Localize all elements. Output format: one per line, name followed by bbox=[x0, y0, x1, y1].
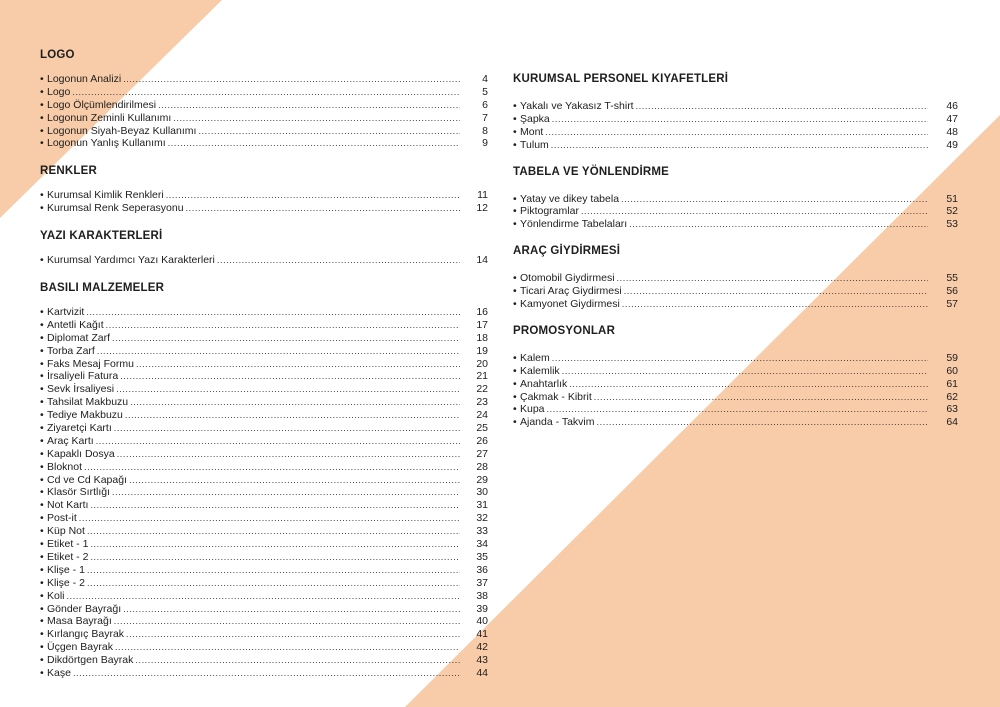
dot-leader bbox=[569, 378, 928, 391]
toc-entry[interactable] bbox=[40, 525, 488, 538]
bullet: • bbox=[40, 370, 44, 383]
entry-list bbox=[513, 352, 958, 429]
toc-entry[interactable] bbox=[40, 654, 488, 667]
bullet: • bbox=[40, 550, 44, 563]
toc-entry[interactable] bbox=[40, 474, 488, 487]
entry-page: 16 bbox=[476, 306, 488, 319]
toc-entry[interactable] bbox=[40, 538, 488, 551]
bullet: • bbox=[40, 344, 44, 357]
dot-leader bbox=[90, 551, 460, 564]
entry-page: 17 bbox=[476, 318, 488, 331]
bullet: • bbox=[40, 98, 44, 111]
entry-page: 40 bbox=[476, 615, 488, 628]
toc-entry[interactable] bbox=[40, 564, 488, 577]
dot-leader bbox=[90, 538, 460, 551]
bullet: • bbox=[513, 112, 517, 125]
entry-page: 59 bbox=[946, 351, 958, 364]
entry-list bbox=[513, 100, 958, 152]
toc-left-column bbox=[40, 48, 488, 680]
toc-entry[interactable] bbox=[40, 112, 488, 125]
toc-entry[interactable] bbox=[40, 409, 488, 422]
dot-leader bbox=[106, 319, 460, 332]
dot-leader bbox=[114, 422, 460, 435]
dot-leader bbox=[72, 86, 460, 99]
entry-page: 44 bbox=[476, 666, 488, 679]
entry-page: 22 bbox=[476, 383, 488, 396]
toc-entry[interactable] bbox=[513, 193, 958, 206]
entry-page: 46 bbox=[946, 100, 958, 112]
toc-entry[interactable] bbox=[513, 218, 958, 231]
entry-label: Çakmak - Kibrit bbox=[520, 390, 592, 403]
toc-entry[interactable] bbox=[40, 319, 488, 332]
toc-entry[interactable] bbox=[513, 272, 958, 285]
bullet: • bbox=[40, 111, 44, 124]
bullet: • bbox=[40, 525, 44, 538]
entry-label: Etiket - 2 bbox=[47, 550, 89, 563]
dot-leader bbox=[624, 285, 928, 298]
toc-entry[interactable] bbox=[40, 306, 488, 319]
entry-label: Logo bbox=[47, 85, 71, 98]
entry-label: Tediye Makbuzu bbox=[47, 409, 123, 422]
entry-page: 55 bbox=[946, 272, 958, 285]
dot-leader bbox=[117, 448, 460, 461]
dot-leader bbox=[123, 73, 460, 86]
entry-page: 27 bbox=[476, 447, 488, 460]
dot-leader bbox=[84, 461, 460, 474]
entry-page: 60 bbox=[946, 364, 958, 377]
dot-leader bbox=[552, 352, 928, 365]
dot-leader bbox=[87, 564, 460, 577]
bullet: • bbox=[40, 589, 44, 602]
bullet: • bbox=[40, 576, 44, 589]
entry-page: 9 bbox=[482, 137, 488, 150]
toc-entry[interactable] bbox=[40, 486, 488, 499]
dot-leader bbox=[73, 667, 460, 680]
entry-label: Logo Ölçümlendirilmesi bbox=[47, 98, 157, 111]
entry-page: 43 bbox=[476, 654, 488, 667]
bullet: • bbox=[40, 641, 44, 654]
entry-label: Yönlendirme Tabelaları bbox=[520, 218, 628, 231]
section-tabela-ve-yonlendirme bbox=[513, 165, 958, 232]
entry-label: Klişe - 1 bbox=[47, 563, 85, 576]
bullet: • bbox=[40, 254, 44, 267]
entry-page: 21 bbox=[476, 370, 488, 383]
bullet: • bbox=[40, 563, 44, 576]
entry-label: Yakalı ve Yakasız T-shirt bbox=[520, 100, 634, 112]
entry-page: 38 bbox=[476, 589, 488, 602]
entry-label: Cd ve Cd Kapağı bbox=[47, 473, 127, 486]
dot-leader bbox=[629, 218, 928, 231]
entry-page: 36 bbox=[476, 563, 488, 576]
toc-entry[interactable] bbox=[513, 365, 958, 378]
entry-label: Kurumsal Renk Seperasyonu bbox=[47, 202, 184, 215]
entry-label: Not Kartı bbox=[47, 499, 89, 512]
entry-label: Logonun Yanlış Kullanımı bbox=[47, 137, 166, 150]
entry-page: 34 bbox=[476, 538, 488, 551]
entry-page: 63 bbox=[946, 403, 958, 416]
entry-list bbox=[40, 73, 488, 150]
dot-leader bbox=[112, 332, 460, 345]
entry-page: 37 bbox=[476, 576, 488, 589]
toc-entry[interactable] bbox=[513, 100, 958, 113]
entry-list bbox=[40, 189, 488, 215]
entry-page: 49 bbox=[946, 138, 958, 151]
entry-label: Klişe - 2 bbox=[47, 576, 85, 589]
dot-leader bbox=[551, 139, 928, 152]
entry-label: Kupa bbox=[520, 403, 545, 416]
entry-page: 25 bbox=[476, 422, 488, 435]
entry-label: Otomobil Giydirmesi bbox=[520, 272, 615, 285]
entry-label: Ajanda - Takvim bbox=[520, 416, 595, 429]
toc-entry[interactable] bbox=[40, 125, 488, 138]
dot-leader bbox=[168, 137, 460, 150]
bullet: • bbox=[40, 422, 44, 435]
section-kurumsal-personel-kiyafetleri bbox=[513, 72, 958, 152]
dot-leader bbox=[136, 358, 460, 371]
toc-entry[interactable] bbox=[40, 603, 488, 616]
toc-right-column bbox=[513, 72, 958, 429]
bullet: • bbox=[40, 396, 44, 409]
entry-page: 30 bbox=[476, 486, 488, 499]
toc-entry[interactable] bbox=[40, 86, 488, 99]
entry-label: Sevk İrsaliyesi bbox=[47, 383, 115, 396]
dot-leader bbox=[112, 486, 460, 499]
entry-label: Post-it bbox=[47, 512, 77, 525]
dot-leader bbox=[217, 254, 460, 267]
dot-leader bbox=[86, 306, 460, 319]
bullet: • bbox=[40, 628, 44, 641]
entry-page: 39 bbox=[476, 602, 488, 615]
bullet: • bbox=[513, 377, 517, 390]
toc-entry[interactable] bbox=[40, 189, 488, 202]
bullet: • bbox=[513, 218, 517, 231]
entry-page: 51 bbox=[946, 192, 958, 205]
dot-leader bbox=[129, 474, 460, 487]
dot-leader bbox=[552, 113, 928, 126]
toc-entry[interactable] bbox=[40, 137, 488, 150]
toc-entry[interactable] bbox=[40, 202, 488, 215]
toc-entry[interactable] bbox=[40, 370, 488, 383]
entry-page: 8 bbox=[482, 124, 488, 137]
entry-page: 20 bbox=[476, 357, 488, 370]
entry-page: 19 bbox=[476, 344, 488, 357]
dot-leader bbox=[126, 628, 460, 641]
bullet: • bbox=[40, 666, 44, 679]
bullet: • bbox=[40, 73, 44, 85]
dot-leader bbox=[114, 615, 460, 628]
entry-page: 53 bbox=[946, 218, 958, 231]
section-renkler bbox=[40, 164, 488, 215]
toc-entry[interactable] bbox=[513, 285, 958, 298]
dot-leader bbox=[97, 345, 460, 358]
entry-page: 52 bbox=[946, 205, 958, 218]
entry-list bbox=[40, 254, 488, 267]
entry-label: Kalemlik bbox=[520, 364, 560, 377]
entry-label: Logonun Analizi bbox=[47, 73, 122, 85]
entry-page: 4 bbox=[482, 73, 488, 85]
entry-page: 29 bbox=[476, 473, 488, 486]
bullet: • bbox=[40, 473, 44, 486]
entry-label: Bloknot bbox=[47, 460, 83, 473]
dot-leader bbox=[617, 272, 928, 285]
entry-page: 6 bbox=[482, 98, 488, 111]
section-yazi-karakterleri bbox=[40, 229, 488, 267]
entry-page: 14 bbox=[476, 254, 488, 267]
toc-entry[interactable] bbox=[40, 448, 488, 461]
bullet: • bbox=[40, 615, 44, 628]
section-title: BASILI MALZEMELER bbox=[40, 282, 165, 295]
toc-entry[interactable] bbox=[40, 628, 488, 641]
section-arac-giydirmesi bbox=[513, 244, 958, 311]
toc-entry[interactable] bbox=[513, 378, 958, 391]
bullet: • bbox=[40, 409, 44, 422]
entry-label: Klasör Sırtlığı bbox=[47, 486, 111, 499]
dot-leader bbox=[186, 202, 460, 215]
bullet: • bbox=[40, 447, 44, 460]
dot-leader bbox=[158, 99, 460, 112]
entry-page: 57 bbox=[946, 298, 958, 311]
toc-entry[interactable] bbox=[40, 615, 488, 628]
bullet: • bbox=[40, 654, 44, 667]
entry-page: 41 bbox=[476, 628, 488, 641]
toc-entry[interactable] bbox=[40, 590, 488, 603]
entry-page: 33 bbox=[476, 525, 488, 538]
entry-label: Küp Not bbox=[47, 525, 85, 538]
dot-leader bbox=[87, 525, 460, 538]
dot-leader bbox=[116, 383, 460, 396]
toc-entry[interactable] bbox=[513, 416, 958, 429]
entry-label: Diplomat Zarf bbox=[47, 331, 111, 344]
entry-label: Yatay ve dikey tabela bbox=[520, 192, 620, 205]
bullet: • bbox=[40, 306, 44, 319]
bullet: • bbox=[40, 434, 44, 447]
entry-label: Dikdörtgen Bayrak bbox=[47, 654, 134, 667]
dot-leader bbox=[115, 641, 460, 654]
entry-label: Antetli Kağıt bbox=[47, 318, 104, 331]
entry-page: 23 bbox=[476, 396, 488, 409]
section-title: RENKLER bbox=[40, 165, 97, 178]
toc-entry[interactable] bbox=[513, 126, 958, 139]
dot-leader bbox=[79, 512, 460, 525]
entry-label: Kırlangıç Bayrak bbox=[47, 628, 125, 641]
bullet: • bbox=[40, 383, 44, 396]
entry-label: Etiket - 1 bbox=[47, 538, 89, 551]
entry-label: Logonun Zeminli Kullanımı bbox=[47, 111, 172, 124]
toc-entry[interactable] bbox=[513, 205, 958, 218]
bullet: • bbox=[513, 125, 517, 138]
bullet: • bbox=[40, 189, 44, 202]
dot-leader bbox=[67, 590, 460, 603]
entry-label: Logonun Siyah-Beyaz Kullanımı bbox=[47, 124, 197, 137]
entry-label: Ziyaretçi Kartı bbox=[47, 422, 112, 435]
dot-leader bbox=[87, 577, 460, 590]
entry-label: Kapaklı Dosya bbox=[47, 447, 115, 460]
entry-label: Tulum bbox=[520, 138, 549, 151]
entry-list bbox=[40, 306, 488, 680]
toc-entry[interactable] bbox=[40, 577, 488, 590]
toc-entry[interactable] bbox=[40, 383, 488, 396]
section-title: YAZI KARAKTERLERİ bbox=[40, 230, 163, 243]
bullet: • bbox=[40, 318, 44, 331]
toc-entry[interactable] bbox=[513, 391, 958, 404]
toc-entry[interactable] bbox=[513, 298, 958, 311]
entry-label: Anahtarlık bbox=[520, 377, 568, 390]
entry-label: Kurumsal Yardımcı Yazı Karakterleri bbox=[47, 254, 215, 267]
toc-entry[interactable] bbox=[40, 422, 488, 435]
entry-label: Gönder Bayrağı bbox=[47, 602, 122, 615]
bullet: • bbox=[40, 460, 44, 473]
dot-leader bbox=[166, 189, 460, 202]
bullet: • bbox=[40, 602, 44, 615]
entry-label: Faks Mesaj Formu bbox=[47, 357, 134, 370]
toc-entry[interactable] bbox=[40, 667, 488, 680]
entry-page: 28 bbox=[476, 460, 488, 473]
entry-label: Torba Zarf bbox=[47, 344, 95, 357]
bullet: • bbox=[513, 298, 517, 311]
entry-label: İrsaliyeli Fatura bbox=[47, 370, 119, 383]
toc-entry[interactable] bbox=[40, 512, 488, 525]
entry-page: 42 bbox=[476, 641, 488, 654]
dot-leader bbox=[562, 365, 928, 378]
toc-entry[interactable] bbox=[513, 352, 958, 365]
bullet: • bbox=[40, 538, 44, 551]
dot-leader bbox=[545, 126, 928, 139]
bullet: • bbox=[513, 351, 517, 364]
bullet: • bbox=[513, 403, 517, 416]
dot-leader bbox=[135, 654, 460, 667]
bullet: • bbox=[513, 138, 517, 151]
toc-entry[interactable] bbox=[40, 332, 488, 345]
dot-leader bbox=[622, 298, 928, 311]
section-title: TABELA VE YÖNLENDİRME bbox=[513, 165, 670, 178]
entry-label: Üçgen Bayrak bbox=[47, 641, 113, 654]
toc-entry[interactable] bbox=[40, 551, 488, 564]
entry-list bbox=[513, 272, 958, 311]
toc-entry[interactable] bbox=[40, 396, 488, 409]
entry-page: 12 bbox=[476, 202, 488, 215]
entry-page: 61 bbox=[946, 377, 958, 390]
toc-entry[interactable] bbox=[40, 358, 488, 371]
dot-leader bbox=[581, 205, 928, 218]
entry-page: 31 bbox=[476, 499, 488, 512]
bullet: • bbox=[40, 486, 44, 499]
entry-label: Koli bbox=[47, 589, 65, 602]
dot-leader bbox=[130, 396, 460, 409]
bullet: • bbox=[40, 357, 44, 370]
entry-page: 47 bbox=[946, 112, 958, 125]
entry-label: Tahsilat Makbuzu bbox=[47, 396, 129, 409]
entry-label: Kalem bbox=[520, 351, 550, 364]
bullet: • bbox=[513, 100, 517, 112]
dot-leader bbox=[636, 100, 928, 113]
entry-page: 32 bbox=[476, 512, 488, 525]
toc-entry[interactable] bbox=[40, 461, 488, 474]
dot-leader bbox=[125, 409, 460, 422]
section-promosyonlar bbox=[513, 324, 958, 429]
entry-label: Masa Bayrağı bbox=[47, 615, 112, 628]
bullet: • bbox=[513, 192, 517, 205]
entry-page: 18 bbox=[476, 331, 488, 344]
section-title: LOGO bbox=[40, 49, 75, 61]
bullet: • bbox=[40, 137, 44, 150]
dot-leader bbox=[594, 391, 928, 404]
bullet: • bbox=[513, 390, 517, 403]
entry-label: Kamyonet Giydirmesi bbox=[520, 298, 620, 311]
dot-leader bbox=[173, 112, 460, 125]
bullet: • bbox=[40, 512, 44, 525]
bullet: • bbox=[513, 285, 517, 298]
dot-leader bbox=[198, 125, 460, 138]
dot-leader bbox=[547, 403, 928, 416]
entry-page: 24 bbox=[476, 409, 488, 422]
dot-leader bbox=[621, 193, 928, 206]
entry-page: 5 bbox=[482, 85, 488, 98]
dot-leader bbox=[96, 435, 460, 448]
toc-entry[interactable] bbox=[40, 345, 488, 358]
entry-label: Mont bbox=[520, 125, 544, 138]
dot-leader bbox=[90, 499, 460, 512]
dot-leader bbox=[123, 603, 460, 616]
section-title: PROMOSYONLAR bbox=[513, 324, 616, 337]
bullet: • bbox=[40, 331, 44, 344]
section-title: KURUMSAL PERSONEL KIYAFETLERİ bbox=[513, 73, 729, 85]
section-logo bbox=[40, 48, 488, 150]
bullet: • bbox=[513, 416, 517, 429]
entry-page: 62 bbox=[946, 390, 958, 403]
section-basili-malzemeler bbox=[40, 281, 488, 680]
toc-entry[interactable] bbox=[40, 73, 488, 86]
toc-entry[interactable] bbox=[40, 641, 488, 654]
toc-entry[interactable] bbox=[40, 254, 488, 267]
entry-label: Araç Kartı bbox=[47, 434, 94, 447]
entry-label: Kurumsal Kimlik Renkleri bbox=[47, 189, 164, 202]
toc-entry[interactable] bbox=[513, 113, 958, 126]
entry-page: 48 bbox=[946, 125, 958, 138]
entry-label: Kartvizit bbox=[47, 306, 85, 319]
entry-label: Şapka bbox=[520, 112, 550, 125]
toc-entry[interactable] bbox=[513, 139, 958, 152]
dot-leader bbox=[597, 416, 928, 429]
bullet: • bbox=[513, 272, 517, 285]
bullet: • bbox=[513, 205, 517, 218]
toc-entry[interactable] bbox=[513, 403, 958, 416]
entry-page: 11 bbox=[477, 189, 488, 202]
entry-page: 26 bbox=[476, 434, 488, 447]
entry-label: Kaşe bbox=[47, 666, 71, 679]
entry-page: 35 bbox=[476, 550, 488, 563]
entry-page: 64 bbox=[946, 416, 958, 429]
entry-page: 56 bbox=[946, 285, 958, 298]
section-title: ARAÇ GİYDİRMESİ bbox=[513, 245, 621, 258]
bullet: • bbox=[40, 499, 44, 512]
entry-label: Piktogramlar bbox=[520, 205, 579, 218]
entry-page: 7 bbox=[482, 111, 488, 124]
bullet: • bbox=[40, 85, 44, 98]
bullet: • bbox=[40, 124, 44, 137]
bullet: • bbox=[40, 202, 44, 215]
bullet: • bbox=[513, 364, 517, 377]
toc-entry[interactable] bbox=[40, 99, 488, 112]
toc-entry[interactable] bbox=[40, 499, 488, 512]
toc-entry[interactable] bbox=[40, 435, 488, 448]
entry-list bbox=[513, 193, 958, 232]
dot-leader bbox=[120, 370, 460, 383]
entry-label: Ticari Araç Giydirmesi bbox=[520, 285, 622, 298]
